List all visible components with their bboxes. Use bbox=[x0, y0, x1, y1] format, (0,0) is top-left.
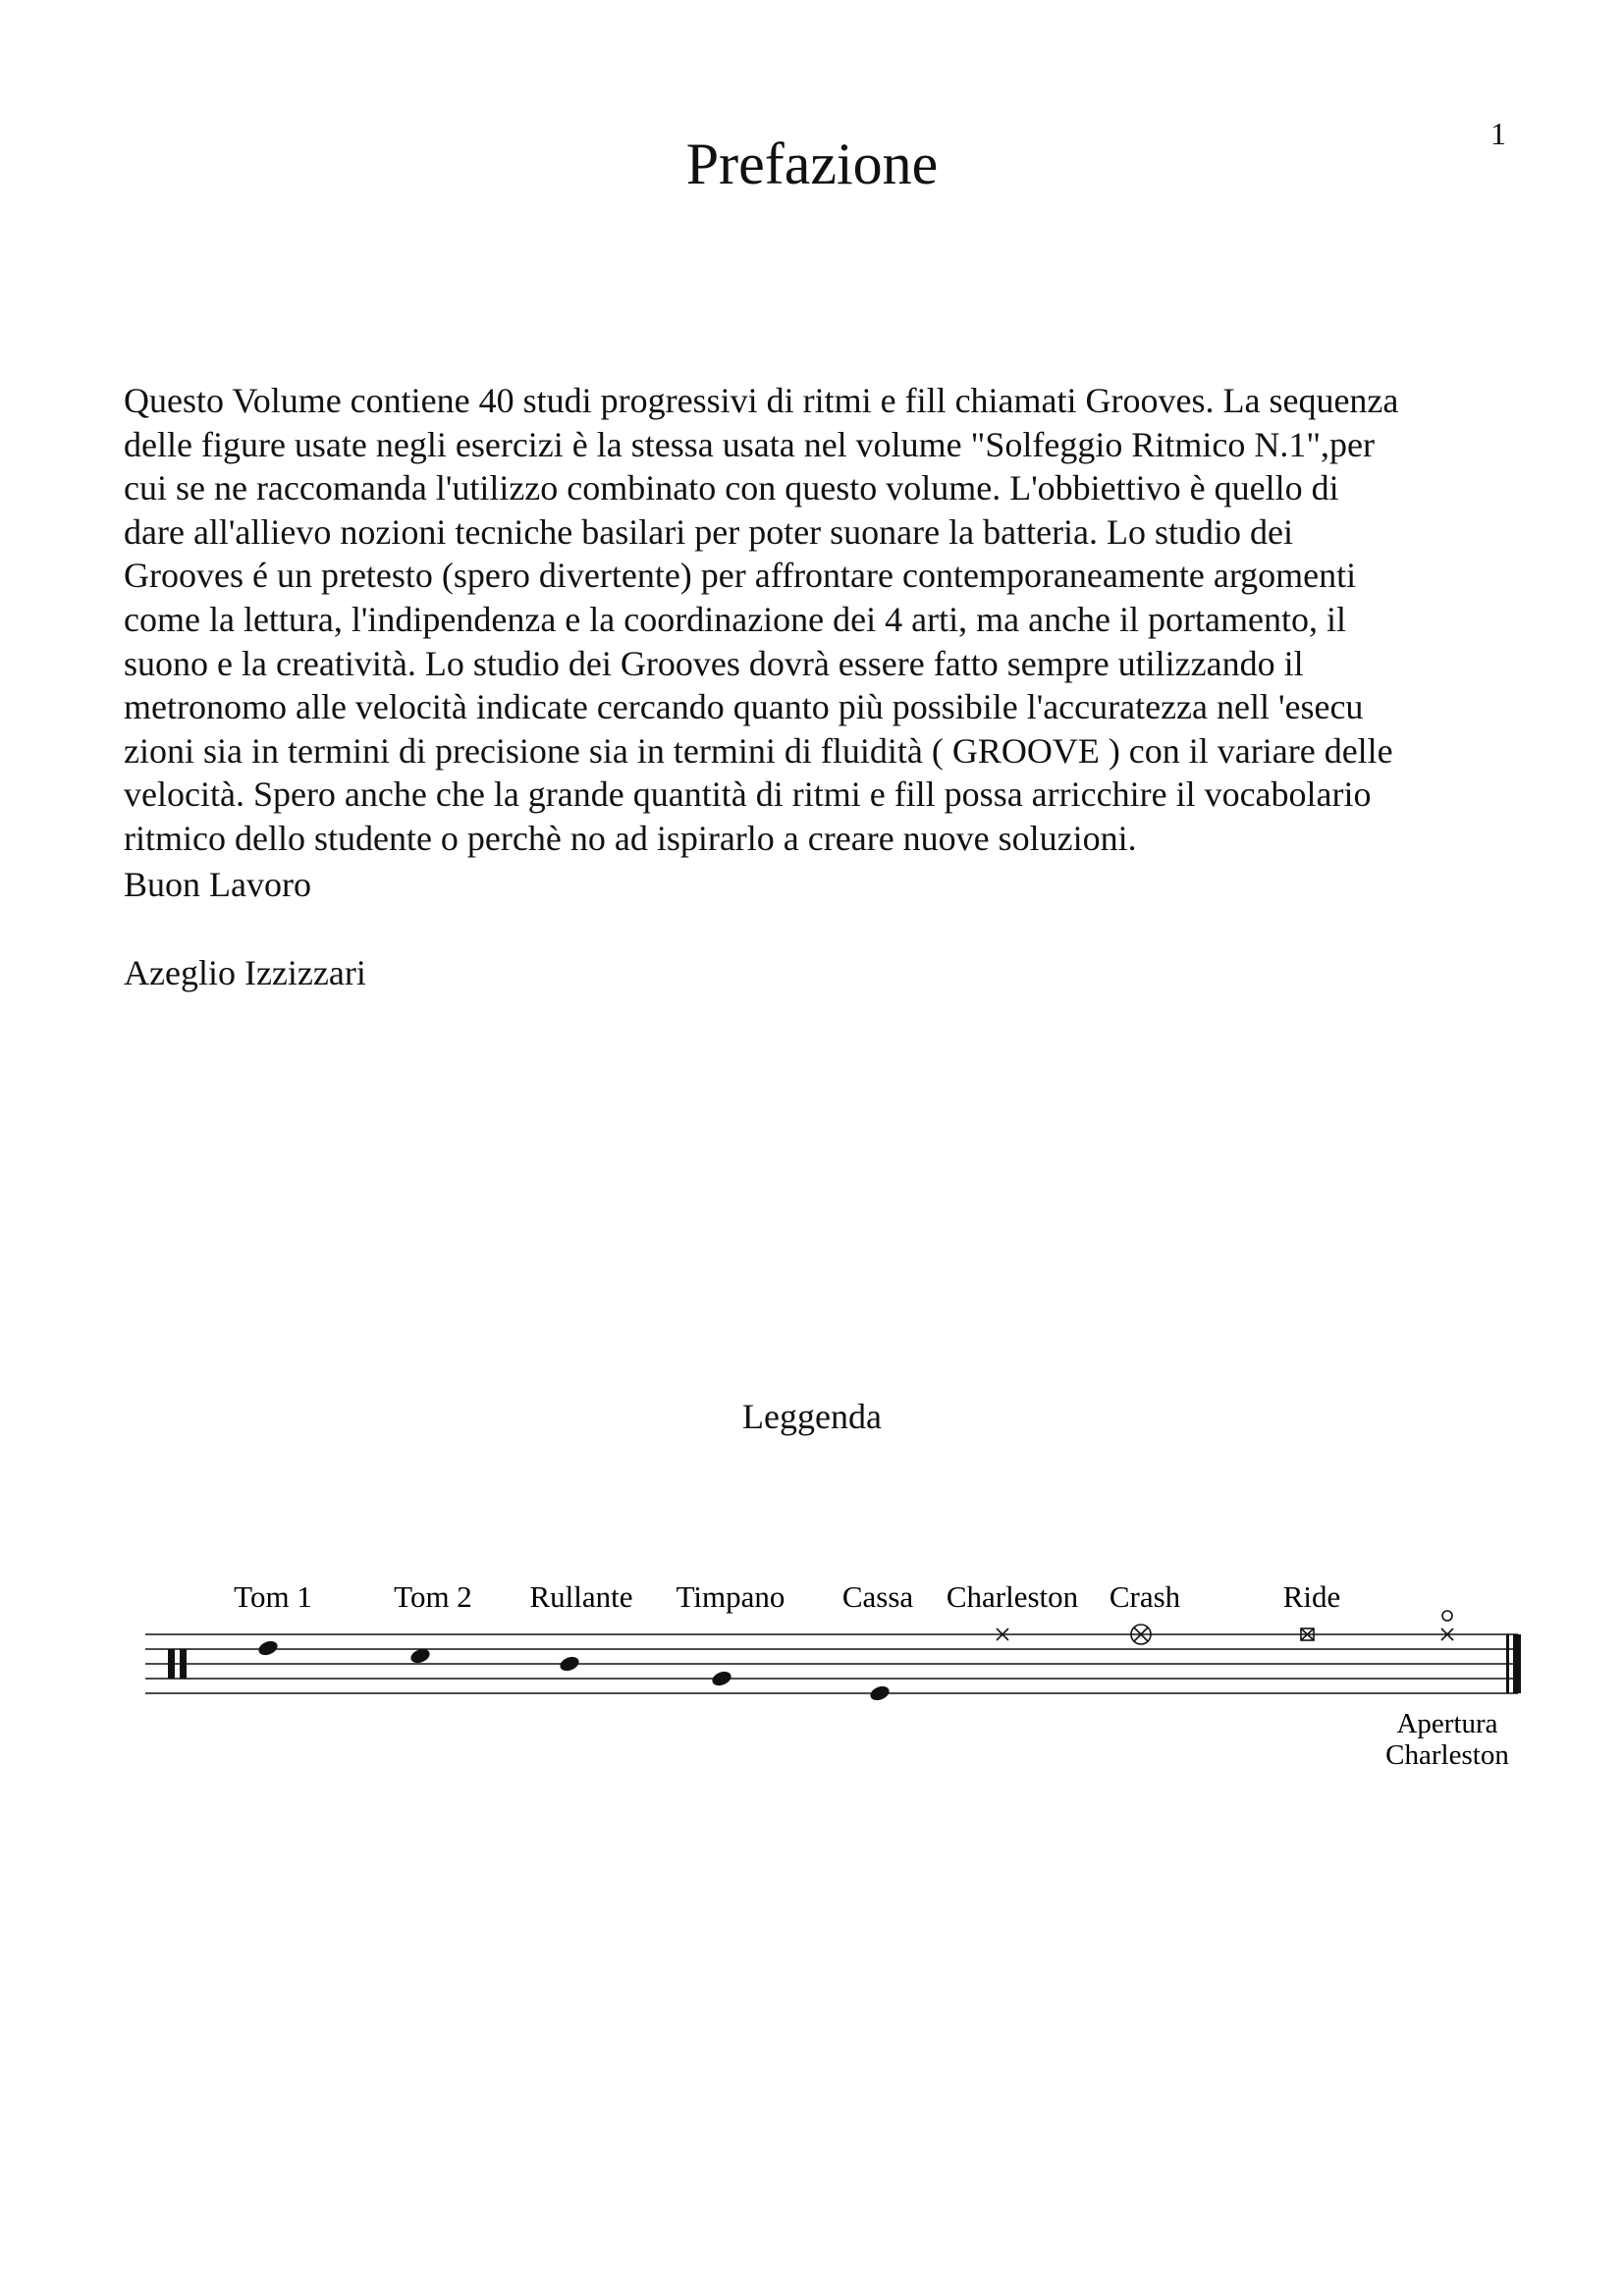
preface-line: metronomo alle velocità indicate cercando quanto più possibile l'accuratezza nell 'esecu bbox=[124, 687, 1364, 727]
preface-line: velocità. Spero anche che la grande quantità di ritmi e fill possa arricchire il vocabolario bbox=[124, 774, 1372, 815]
preface-line: ritmico dello studente o perchè no ad ispirarlo a creare nuove soluzioni. bbox=[124, 818, 1137, 858]
preface-line: suono e la creatività. Lo studio dei Grooves dovrà essere fatto sempre utilizzando il bbox=[124, 643, 1304, 683]
legend-label-crash: Crash bbox=[1109, 1579, 1181, 1614]
preface-line: Questo Volume contiene 40 studi progressivi di ritmi e fill chiamati Grooves. La sequenza bbox=[124, 381, 1399, 420]
author-name: Azeglio Izzizzari bbox=[124, 953, 366, 992]
legend-label-tom1: Tom 1 bbox=[234, 1579, 312, 1614]
filled-notehead-icon bbox=[558, 1654, 580, 1674]
preface-line: delle figure usate negli esercizi è la stessa usata nel volume "Solfeggio Ritmico N.1",per bbox=[124, 424, 1376, 464]
legend-staff bbox=[0, 1531, 1624, 1787]
legend-label-apertura-charleston: Charleston bbox=[1385, 1739, 1509, 1771]
legend-label-ride: Ride bbox=[1282, 1579, 1341, 1614]
legend-label-tom2: Tom 2 bbox=[394, 1579, 472, 1614]
filled-notehead-icon bbox=[710, 1669, 732, 1688]
page-number: 1 bbox=[1490, 116, 1506, 151]
preface-paragraph bbox=[124, 379, 1518, 861]
legend-title: Leggenda bbox=[742, 1397, 882, 1436]
signoff: Buon Lavoro bbox=[124, 865, 311, 904]
filled-notehead-icon bbox=[868, 1683, 891, 1703]
legend-label-timpano: Timpano bbox=[676, 1579, 785, 1614]
filled-notehead-icon bbox=[256, 1638, 279, 1658]
final-barline-icon bbox=[1506, 1634, 1521, 1693]
staff-lines bbox=[145, 1634, 1518, 1693]
legend-label-cassa: Cassa bbox=[841, 1579, 914, 1614]
legend-label-apertura: Apertura bbox=[1396, 1708, 1498, 1739]
preface-line: zioni sia in termini di precisione sia in termini di fluidità ( GROOVE ) con il variare delle bbox=[124, 730, 1393, 771]
page-title: Prefazione bbox=[685, 132, 939, 196]
preface-line: Grooves é un pretesto (spero divertente) per affrontare contemporaneamente argomenti bbox=[124, 556, 1357, 596]
preface-line: come la lettura, l'indipendenza e la coordinazione dei 4 arti, ma anche il portamento, il bbox=[124, 599, 1346, 639]
open-hihat-notehead-icon bbox=[1441, 1611, 1453, 1640]
preface-line: cui se ne raccomanda l'utilizzo combinato con questo volume. L'obbiettivo è quello di bbox=[124, 468, 1339, 508]
legend-label-rullante: Rullante bbox=[529, 1579, 633, 1614]
legend-label-charleston: Charleston bbox=[946, 1579, 1079, 1614]
preface-line: dare all'allievo nozioni tecniche basilari per poter suonare la batteria. Lo studio dei bbox=[124, 511, 1294, 552]
